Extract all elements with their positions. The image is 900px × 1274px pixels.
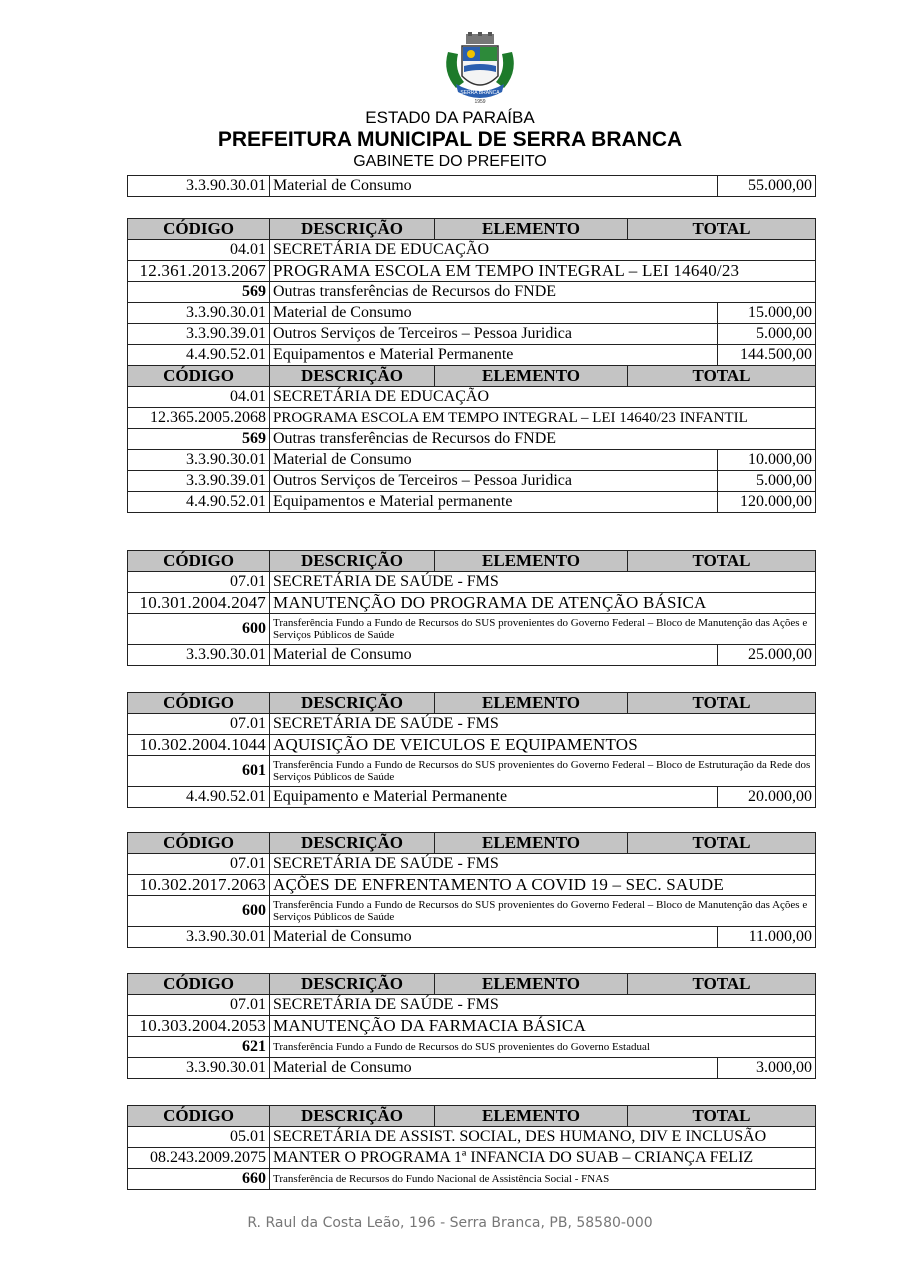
source-code: 600 <box>128 614 270 645</box>
table-row <box>128 1058 816 1079</box>
source-name: Transferência Fundo a Fundo de Recursos do SUS provenientes do Governo Federal – Bloco de Estruturação da Rede dos Serviços Públicos de Saúde <box>270 756 816 787</box>
unit-code: 07.01 <box>128 572 270 593</box>
table-row <box>128 303 816 324</box>
table-row <box>128 927 816 948</box>
col-total: TOTAL <box>628 1106 816 1127</box>
element-desc: Equipamentos e Material Permanente <box>270 345 718 366</box>
col-elemento: ELEMENTO <box>435 1106 628 1127</box>
city-hall-title: PREFEITURA MUNICIPAL DE SERRA BRANCA <box>217 128 683 151</box>
program-name: AQUISIÇÃO DE VEICULOS E EQUIPAMENTOS <box>270 735 816 756</box>
unit-code: 04.01 <box>128 387 270 408</box>
element-total: 120.000,00 <box>718 492 816 513</box>
element-total: 144.500,00 <box>718 345 816 366</box>
coat-of-arms-icon <box>438 32 522 104</box>
element-desc: Outros Serviços de Terceiros – Pessoa Juridica <box>270 324 718 345</box>
table-row <box>128 572 816 593</box>
program-name: MANTER O PROGRAMA 1ª INFANCIA DO SUAB – CRIANÇA FELIZ <box>270 1148 816 1169</box>
table-row <box>128 875 816 896</box>
unit-code: 05.01 <box>128 1127 270 1148</box>
col-total: TOTAL <box>628 974 816 995</box>
element-code: 3.3.90.30.01 <box>128 303 270 324</box>
table-row <box>128 450 816 471</box>
element-code: 3.3.90.30.01 <box>128 176 270 197</box>
program-name: PROGRAMA ESCOLA EM TEMPO INTEGRAL – LEI 14640/23 INFANTIL <box>270 408 816 429</box>
unit-name: SECRETÁRIA DE EDUCAÇÃO <box>270 387 816 408</box>
col-codigo: CÓDIGO <box>128 219 270 240</box>
table-row <box>128 854 816 875</box>
program-name: AÇÕES DE ENFRENTAMENTO A COVID 19 – SEC. SAUDE <box>270 875 816 896</box>
col-descricao: DESCRIÇÃO <box>270 833 435 854</box>
unit-code: 07.01 <box>128 714 270 735</box>
unit-name: SECRETÁRIA DE SAÚDE - FMS <box>270 854 816 875</box>
element-total: 55.000,00 <box>718 176 816 197</box>
table-row <box>128 345 816 366</box>
table-row <box>128 645 816 666</box>
budget-table-health-2053 <box>127 973 816 1079</box>
continuation-table <box>127 175 816 197</box>
col-codigo: CÓDIGO <box>128 551 270 572</box>
footer-address: R. Raul da Costa Leão, 196 - Serra Branca, PB, 58580-000 <box>247 1215 653 1231</box>
element-code: 4.4.90.52.01 <box>128 787 270 808</box>
source-name: Transferência Fundo a Fundo de Recursos do SUS provenientes do Governo Federal – Bloco de Manutenção das Ações e Serviços Públicos de Saúde <box>270 614 816 645</box>
program-code: 10.301.2004.2047 <box>128 593 270 614</box>
table-row <box>128 1169 816 1190</box>
element-total: 5.000,00 <box>718 471 816 492</box>
source-code: 601 <box>128 756 270 787</box>
col-elemento: ELEMENTO <box>435 693 628 714</box>
element-desc: Material de Consumo <box>270 645 718 666</box>
office-title: GABINETE DO PREFEITO <box>353 153 547 170</box>
element-total: 11.000,00 <box>718 927 816 948</box>
col-elemento: ELEMENTO <box>435 219 628 240</box>
table-row <box>128 176 816 197</box>
table-row <box>128 995 816 1016</box>
program-name: MANUTENÇÃO DA FARMACIA BÁSICA <box>270 1016 816 1037</box>
table-row <box>128 240 816 261</box>
element-code: 4.4.90.52.01 <box>128 492 270 513</box>
program-code: 08.243.2009.2075 <box>128 1148 270 1169</box>
element-code: 3.3.90.30.01 <box>128 450 270 471</box>
crest-label: SERRA BRANCA <box>460 90 500 96</box>
program-code: 12.361.2013.2067 <box>128 261 270 282</box>
col-descricao: DESCRIÇÃO <box>270 1106 435 1127</box>
col-codigo: CÓDIGO <box>128 366 270 387</box>
element-total: 25.000,00 <box>718 645 816 666</box>
table-header-row <box>128 974 816 995</box>
unit-name: SECRETÁRIA DE ASSIST. SOCIAL, DES HUMANO, DIV E INCLUSÃO <box>270 1127 816 1148</box>
element-total: 15.000,00 <box>718 303 816 324</box>
unit-name: SECRETÁRIA DE SAÚDE - FMS <box>270 572 816 593</box>
table-row <box>128 896 816 927</box>
col-total: TOTAL <box>628 833 816 854</box>
col-descricao: DESCRIÇÃO <box>270 219 435 240</box>
source-code: 569 <box>128 282 270 303</box>
table-row <box>128 614 816 645</box>
col-elemento: ELEMENTO <box>435 974 628 995</box>
table-row <box>128 1016 816 1037</box>
unit-name: SECRETÁRIA DE SAÚDE - FMS <box>270 995 816 1016</box>
col-descricao: DESCRIÇÃO <box>270 693 435 714</box>
col-total: TOTAL <box>628 551 816 572</box>
col-elemento: ELEMENTO <box>435 551 628 572</box>
element-code: 3.3.90.30.01 <box>128 1058 270 1079</box>
table-header-row <box>128 693 816 714</box>
col-codigo: CÓDIGO <box>128 974 270 995</box>
table-row <box>128 735 816 756</box>
source-name: Transferência Fundo a Fundo de Recursos do SUS provenientes do Governo Estadual <box>270 1037 816 1058</box>
table-row <box>128 387 816 408</box>
element-desc: Equipamento e Material Permanente <box>270 787 718 808</box>
table-row <box>128 492 816 513</box>
element-code: 3.3.90.39.01 <box>128 471 270 492</box>
element-code: 3.3.90.39.01 <box>128 324 270 345</box>
program-code: 10.303.2004.2053 <box>128 1016 270 1037</box>
source-name: Transferência Fundo a Fundo de Recursos do SUS provenientes do Governo Federal – Bloco de Manutenção das Ações e Serviços Públicos de Saúde <box>270 896 816 927</box>
table-header-row <box>128 551 816 572</box>
source-code: 600 <box>128 896 270 927</box>
element-desc: Material de Consumo <box>270 927 718 948</box>
element-desc: Outros Serviços de Terceiros – Pessoa Juridica <box>270 471 718 492</box>
table-row <box>128 593 816 614</box>
table-header-row <box>128 366 816 387</box>
source-code: 569 <box>128 429 270 450</box>
element-code: 4.4.90.52.01 <box>128 345 270 366</box>
program-code: 12.365.2005.2068 <box>128 408 270 429</box>
table-row <box>128 756 816 787</box>
col-total: TOTAL <box>628 219 816 240</box>
col-descricao: DESCRIÇÃO <box>270 974 435 995</box>
element-code: 3.3.90.30.01 <box>128 645 270 666</box>
budget-table-social-2075 <box>127 1105 816 1190</box>
col-descricao: DESCRIÇÃO <box>270 551 435 572</box>
table-header-row <box>128 833 816 854</box>
element-total: 20.000,00 <box>718 787 816 808</box>
source-code: 621 <box>128 1037 270 1058</box>
col-elemento: ELEMENTO <box>435 833 628 854</box>
budget-table-education <box>127 218 816 513</box>
unit-name: SECRETÁRIA DE SAÚDE - FMS <box>270 714 816 735</box>
element-desc: Material de Consumo <box>270 176 718 197</box>
unit-code: 07.01 <box>128 995 270 1016</box>
element-desc: Material de Consumo <box>270 450 718 471</box>
element-desc: Material de Consumo <box>270 1058 718 1079</box>
col-elemento: ELEMENTO <box>435 366 628 387</box>
table-row <box>128 1148 816 1169</box>
element-total: 5.000,00 <box>718 324 816 345</box>
unit-code: 04.01 <box>128 240 270 261</box>
element-desc: Material de Consumo <box>270 303 718 324</box>
element-desc: Equipamentos e Material permanente <box>270 492 718 513</box>
element-total: 10.000,00 <box>718 450 816 471</box>
table-row <box>128 714 816 735</box>
col-codigo: CÓDIGO <box>128 833 270 854</box>
table-row <box>128 429 816 450</box>
state-title: ESTAD0 DA PARAÍBA <box>365 108 535 127</box>
source-name: Transferência de Recursos do Fundo Nacional de Assistência Social - FNAS <box>270 1169 816 1190</box>
table-row <box>128 787 816 808</box>
program-code: 10.302.2004.1044 <box>128 735 270 756</box>
table-row <box>128 324 816 345</box>
budget-table-health-1044 <box>127 692 816 808</box>
table-row <box>128 282 816 303</box>
program-name: MANUTENÇÃO DO PROGRAMA DE ATENÇÃO BÁSICA <box>270 593 816 614</box>
col-total: TOTAL <box>628 693 816 714</box>
col-codigo: CÓDIGO <box>128 693 270 714</box>
program-name: PROGRAMA ESCOLA EM TEMPO INTEGRAL – LEI 14640/23 <box>270 261 816 282</box>
unit-name: SECRETÁRIA DE EDUCAÇÃO <box>270 240 816 261</box>
budget-table-health-2063 <box>127 832 816 948</box>
table-row <box>128 408 816 429</box>
source-name: Outras transferências de Recursos do FNDE <box>270 282 816 303</box>
col-total: TOTAL <box>628 366 816 387</box>
table-row <box>128 471 816 492</box>
table-header-row <box>128 1106 816 1127</box>
table-row <box>128 261 816 282</box>
program-code: 10.302.2017.2063 <box>128 875 270 896</box>
table-row <box>128 1127 816 1148</box>
col-codigo: CÓDIGO <box>128 1106 270 1127</box>
table-header-row <box>128 219 816 240</box>
source-code: 660 <box>128 1169 270 1190</box>
element-code: 3.3.90.30.01 <box>128 927 270 948</box>
col-descricao: DESCRIÇÃO <box>270 366 435 387</box>
crest-year: 1959 <box>474 99 486 104</box>
source-name: Outras transferências de Recursos do FNDE <box>270 429 816 450</box>
table-row <box>128 1037 816 1058</box>
unit-code: 07.01 <box>128 854 270 875</box>
element-total: 3.000,00 <box>718 1058 816 1079</box>
budget-table-health-2047 <box>127 550 816 666</box>
